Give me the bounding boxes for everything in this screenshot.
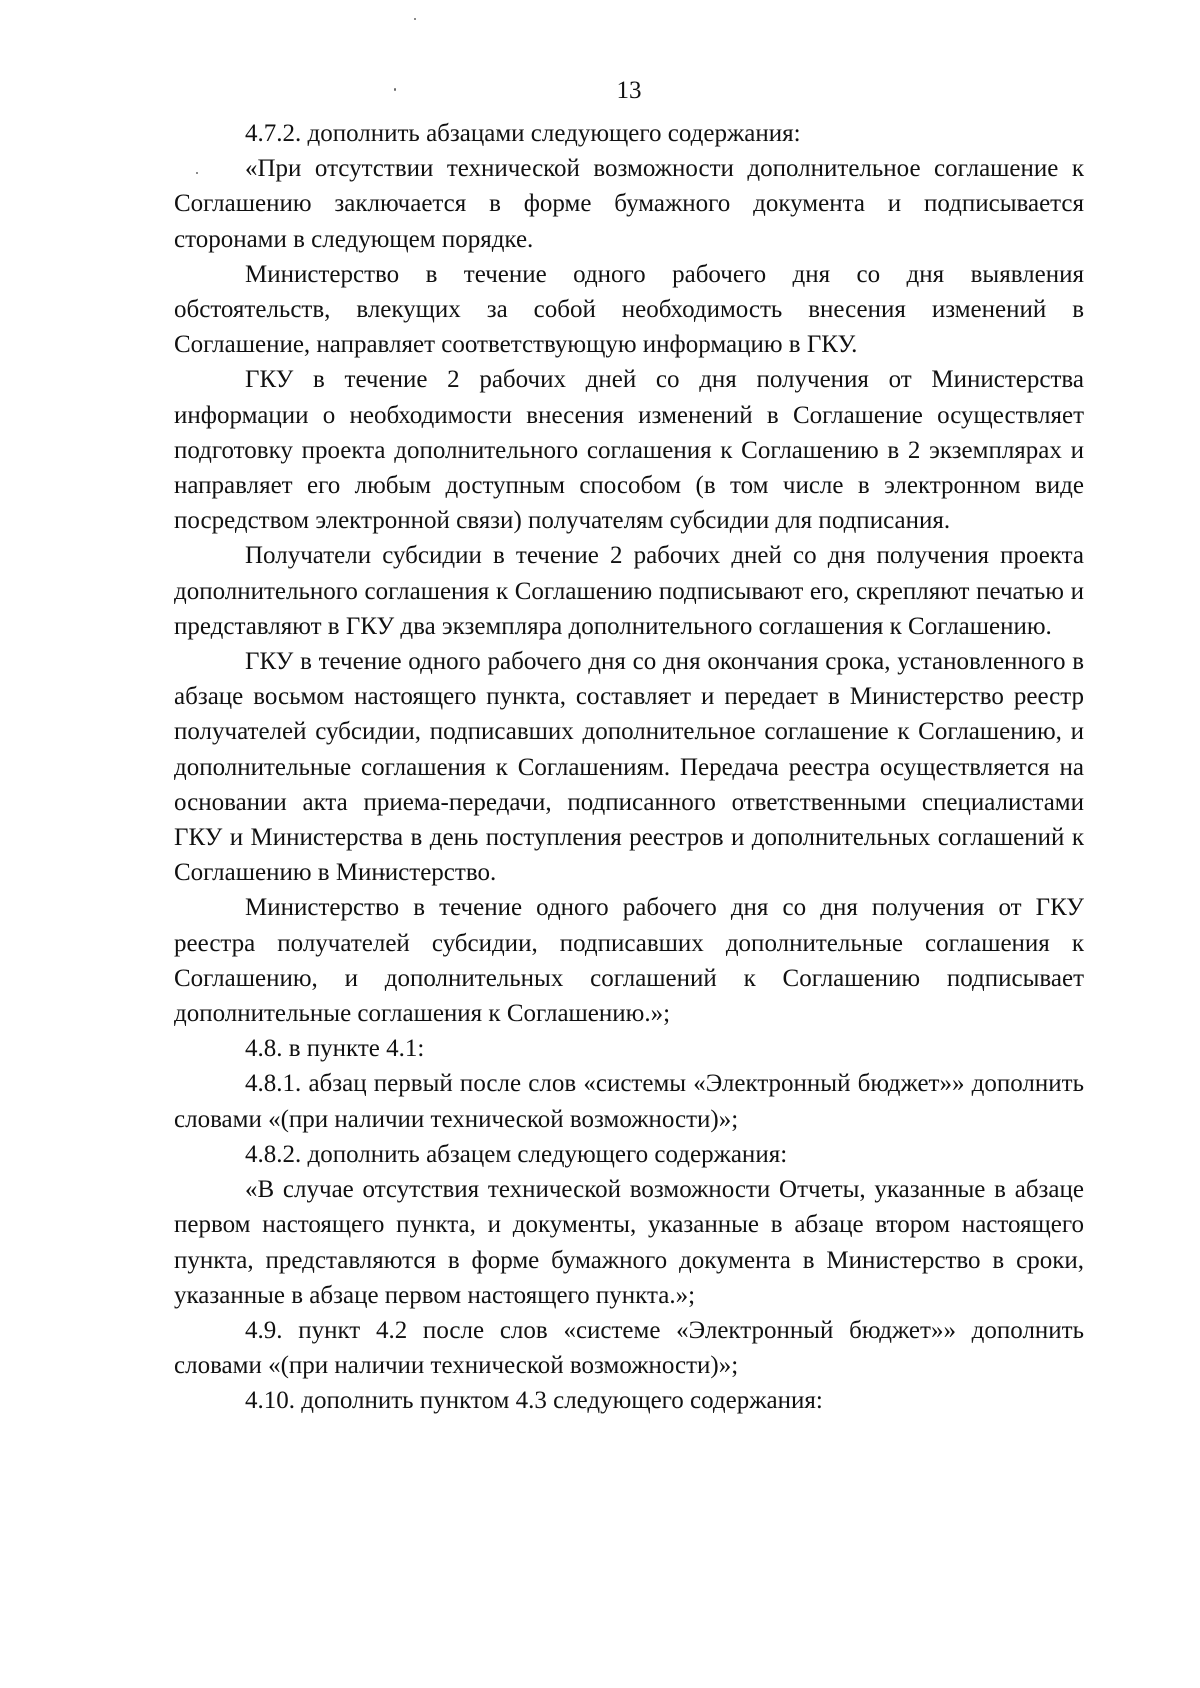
page-number: 13 [616, 77, 642, 104]
scan-speck [414, 18, 416, 20]
paragraph-recipients-signing: Получатели субсидии в течение 2 рабочих дней со дня получения проекта дополнительного соглашения к Соглашению подписывают его, скрепляют печатью и представляют в ГКУ два экземпляра дополнительного соглашения к Соглашению. [174, 542, 1084, 640]
paragraph-gku-registry: ГКУ в течение одного рабочего дня со дня окончания срока, установленного в абзаце восьмом настоящего пункта, составляет и передает в Министерство реестр получателей субсидии, подписавших дополнительное соглашение к Соглашению, и дополнительные соглашения к Соглашениям. Передача реестра осуществляется на основании акта приема-передачи, подписанного ответственными специалистами ГКУ и Министерства в день поступления реестров и дополнительных соглашений к Соглашению в Министерство. [174, 648, 1084, 887]
paragraph-4-8-1: 4.8.1. абзац первый после слов «системы «Электронный бюджет»» дополнить словами «(при наличии технической возможности)»; [174, 1070, 1084, 1133]
document-page [174, 72, 1084, 1419]
paragraph-gku-preparation: ГКУ в течение 2 рабочих дней со дня получения от Министерства информации о необходимости внесения изменений в Соглашение осуществляет подготовку проекта дополнительного соглашения к Соглашению в 2 экземплярах и направляет его любым доступным способом (в том числе в электронном виде посредством электронной связи) получателям субсидии для подписания. [174, 366, 1084, 535]
paragraph-4-10: 4.10. дополнить пунктом 4.3 следующего содержания: [245, 1387, 823, 1415]
paragraph-4-7-2: 4.7.2. дополнить абзацами следующего содержания: [245, 120, 801, 147]
paragraph-4-8-2: 4.8.2. дополнить абзацем следующего содержания: [245, 1140, 788, 1168]
paragraph-4-9: 4.9. пункт 4.2 после слов «системе «Электронный бюджет»» дополнить словами «(при наличии технической возможности)»; [174, 1316, 1084, 1380]
paragraph-no-technical-possibility: «При отсутствии технической возможности дополнительное соглашение к Соглашению заключается в форме бумажного документа и подписывается сторонами в следующем порядке. [174, 155, 1084, 253]
paragraph-reports-paper-form: «В случае отсутствия технической возможности Отчеты, указанные в абзаце первом настоящего пункта, и документы, указанные в абзаце втором настоящего пункта, представляются в форме бумажного документа в Министерство в сроки, указанные в абзаце первом настоящего пункта.»; [174, 1176, 1084, 1309]
paragraph-4-8: 4.8. в пункте 4.1: [245, 1035, 425, 1063]
paragraph-ministry-signing: Министерство в течение одного рабочего дня со дня получения от ГКУ реестра получателей субсидии, подписавших дополнительные соглашения к Соглашению, и дополнительных соглашений к Соглашению подписывает дополнительные соглашения к Соглашению.»; [174, 894, 1084, 1028]
paragraph-ministry-notice: Министерство в течение одного рабочего дня со дня выявления обстоятельств, влекущих за собой необходимость внесения изменений в Соглашение, направляет соответствующую информацию в ГКУ. [174, 260, 1084, 359]
